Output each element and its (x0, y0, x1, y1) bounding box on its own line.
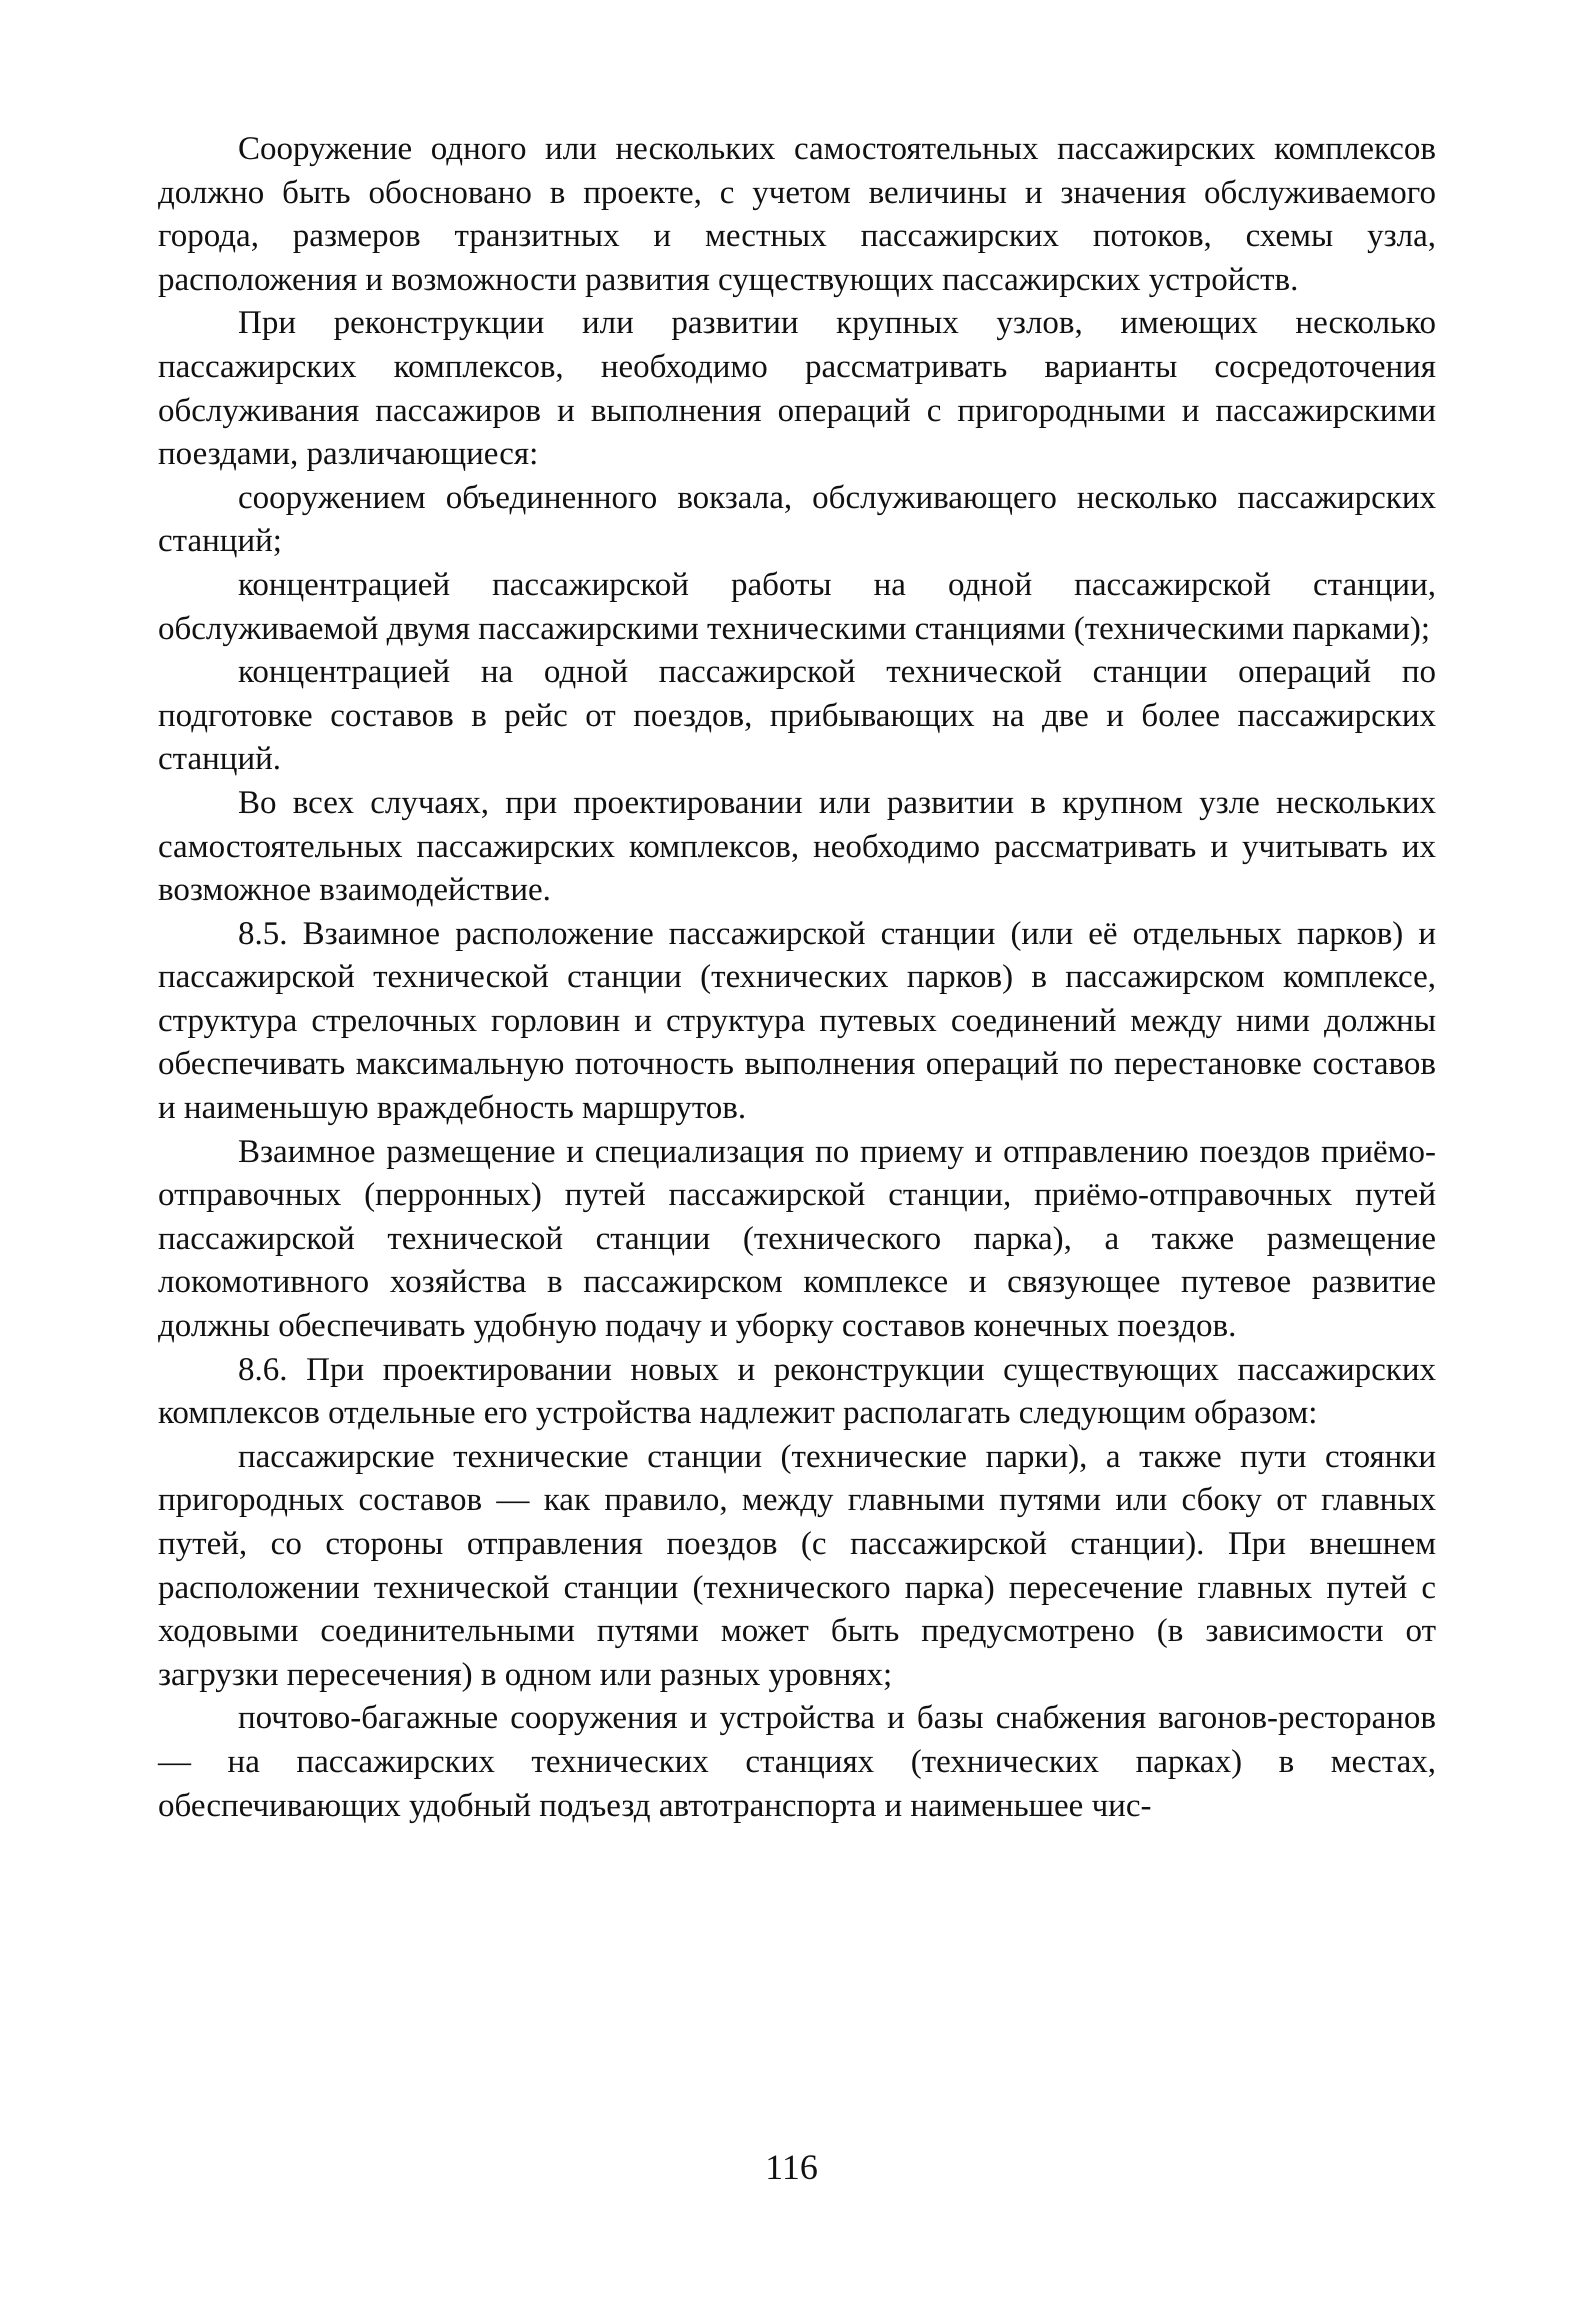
paragraph-11: почтово-багажные сооружения и устройства и базы снабжения вагонов-ресторанов — на пассажирских технических станциях (технических парках) в местах, обеспечивающих удобный подъезд автотранспорта и наименьшее чис- (158, 1700, 1436, 1824)
paragraph-4: концентрацией пассажирской работы на одной пассажирской станции, обслуживаемой двумя пассажирскими техническими станциями (техническими парками); (158, 566, 1436, 647)
paragraph-9-section-8-6: 8.6. При проектировании новых и реконструкции существующих пассажирских комплексов отдельные его устройства надлежит располагать следующим образом: (158, 1351, 1436, 1432)
paragraph-6: Во всех случаях, при проектировании или развитии в крупном узле нескольких самостоятельных пассажирских комплексов, необходимо рассматривать и учитывать их возможное взаимодействие. (158, 784, 1436, 909)
paragraph-10: пассажирские технические станции (технические парки), а также пути стоянки пригородных составов — как правило, между главными путями или сбоку от главных путей, со стороны отправления поездов (с пассажирской станции). При внешнем расположении технической станции (технического парка) пересечение главных путей с ходовыми соединительными путями может быть предусмотрено (в зависимости от загрузки пересечения) в одном или разных уровнях; (158, 1438, 1436, 1693)
paragraph-3: сооружением объединенного вокзала, обслуживающего несколько пассажирских станций; (158, 479, 1436, 560)
paragraph-7-section-8-5: 8.5. Взаимное расположение пассажирской станции (или её отдельных парков) и пассажирской технической станции (технических парков) в пассажирском комплексе, структура стрелочных горловин и структура путевых соединений между ними должны обеспечивать максимальную поточность выполнения операций по перестановке составов и наименьшую враждебность маршрутов. (158, 915, 1436, 1127)
document-body (158, 128, 1436, 1828)
paragraph-2: При реконструкции или развитии крупных узлов, имеющих несколько пассажирских комплексов, необходимо рассматривать варианты сосредоточения обслуживания пассажиров и выполнения операций с пригородными и пассажирскими поездами, различающиеся: (158, 305, 1436, 473)
paragraph-5: концентрацией на одной пассажирской технической станции операций по подготовке составов в рейс от поездов, прибывающих на две и более пассажирских станций. (158, 654, 1436, 778)
page-number: 116 (765, 2147, 818, 2187)
paragraph-8: Взаимное размещение и специализация по приему и отправлению поездов приёмо-отправочных (перронных) путей пассажирской станции, приёмо-отправочных путей пассажирской технической станции (технического парка), а также размещение локомотивного хозяйства в пассажирском комплексе и связующее путевое развитие должны обеспечивать удобную подачу и уборку составов конечных поездов. (158, 1133, 1436, 1345)
paragraph-1: Сооружение одного или нескольких самостоятельных пассажирских комплексов должно быть обосновано в проекте, с учетом величины и значения обслуживаемого города, размеров транзитных и местных пассажирских потоков, схемы узла, расположения и возможности развития существующих пассажирских устройств. (158, 131, 1436, 298)
